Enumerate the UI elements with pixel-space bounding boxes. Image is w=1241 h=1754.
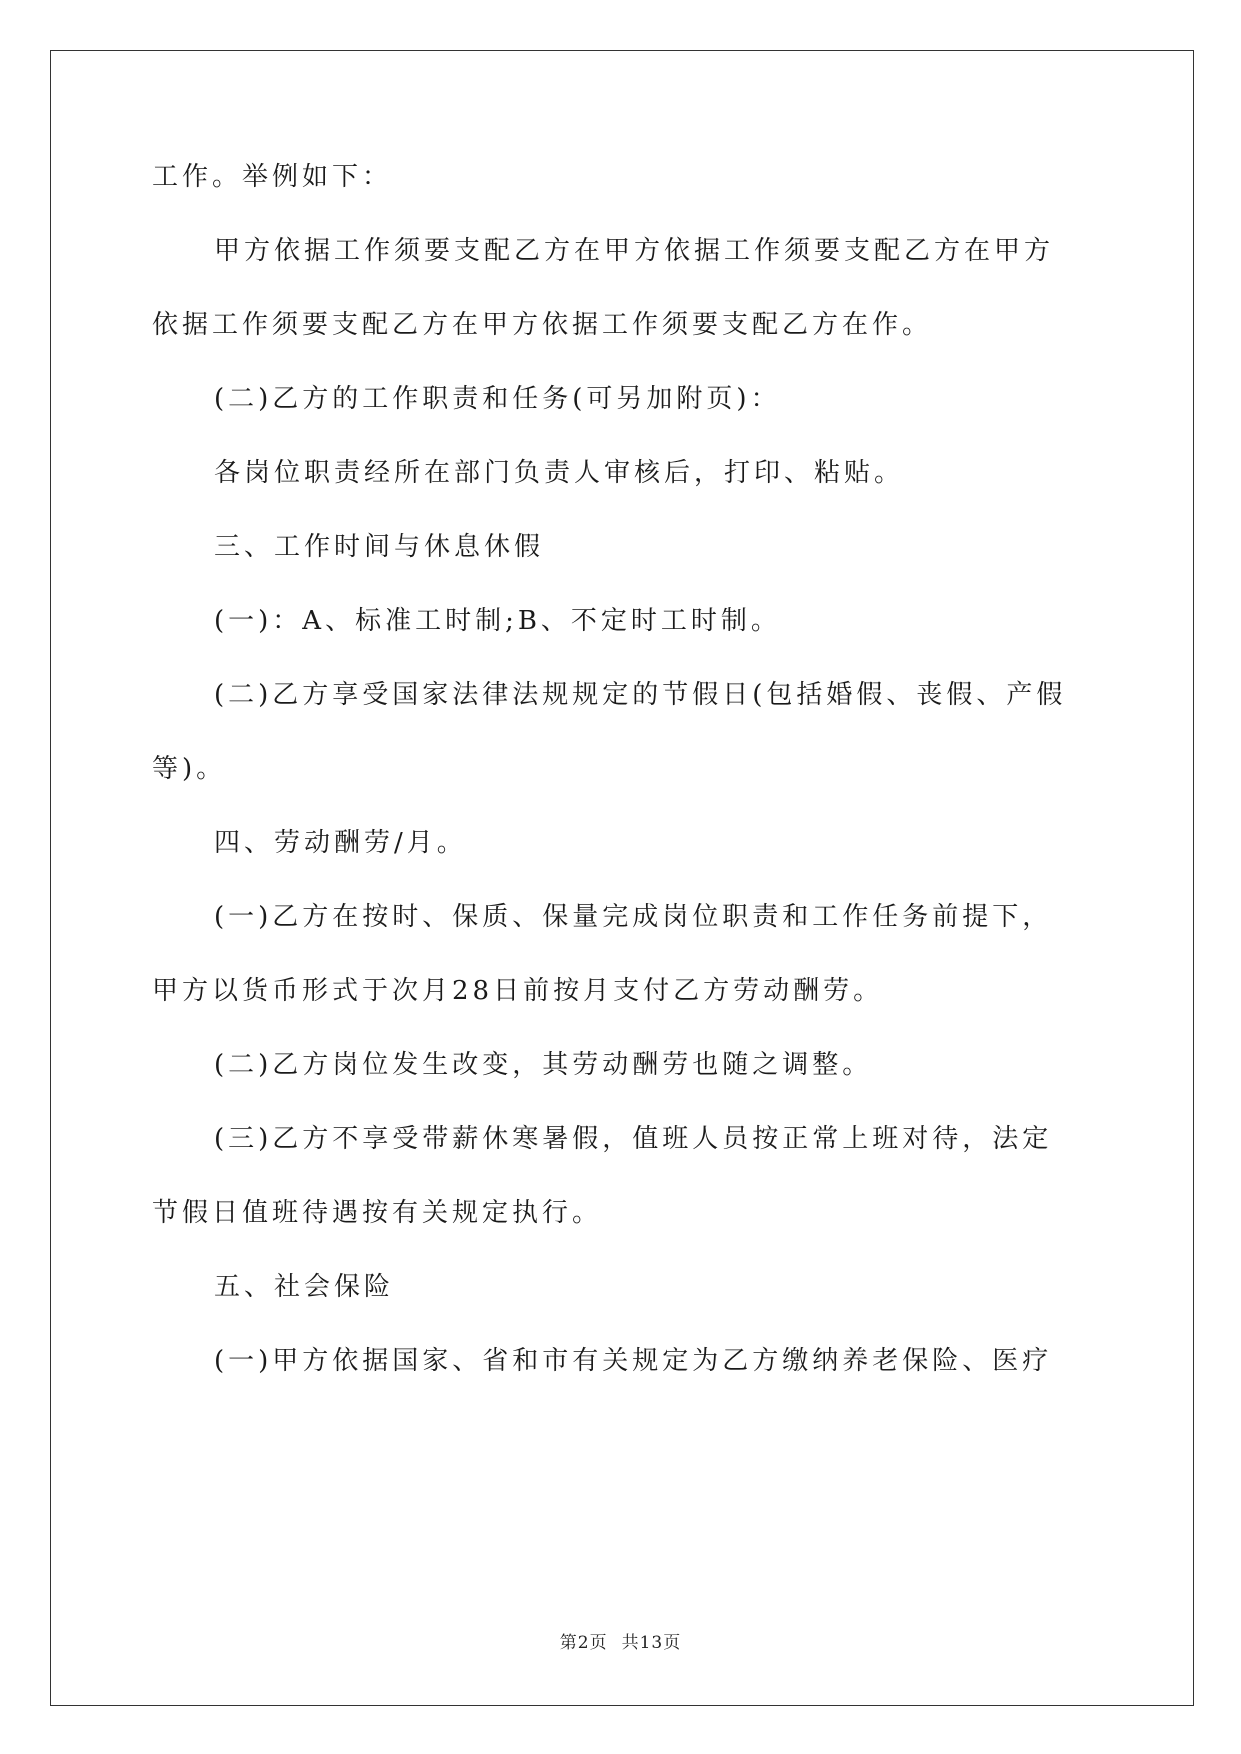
section-heading: 三、工作时间与休息休假 xyxy=(214,532,545,562)
paragraph-line: 节假日值班待遇按有关规定执行。 xyxy=(152,1198,603,1228)
page-total: 共13页 xyxy=(621,1633,682,1653)
paragraph-line: (二)乙方的工作职责和任务(可另加附页)： xyxy=(214,384,781,414)
paragraph-line: 依据工作须要支配乙方在甲方依据工作须要支配乙方在作。 xyxy=(152,310,933,340)
paragraph-line: 甲方依据工作须要支配乙方在甲方依据工作须要支配乙方在甲方 xyxy=(214,236,1055,266)
paragraph-line: 各岗位职责经所在部门负责人审核后，打印、粘贴。 xyxy=(214,458,905,488)
section-heading: 五、社会保险 xyxy=(214,1272,395,1302)
paragraph-line: (二)乙方岗位发生改变，其劳动酬劳也随之调整。 xyxy=(214,1050,873,1080)
page-footer xyxy=(0,1628,1241,1653)
paragraph-line: 工作。举例如下： xyxy=(152,162,393,192)
paragraph-line: (一)乙方在按时、保质、保量完成岗位职责和工作任务前提下， xyxy=(214,902,1053,932)
section-heading: 四、劳动酬劳/月。 xyxy=(214,828,467,858)
page-number: 第2页 xyxy=(559,1633,608,1653)
paragraph-line: 等)。 xyxy=(152,754,227,784)
paragraph-line: (三)乙方不享受带薪休寒暑假，值班人员按正常上班对待，法定 xyxy=(214,1124,1053,1154)
paragraph-line: (二)乙方享受国家法律法规规定的节假日(包括婚假、丧假、产假 xyxy=(214,680,1067,710)
document-body xyxy=(152,162,1092,1420)
paragraph-line: 甲方以货币形式于次月28日前按月支付乙方劳动酬劳。 xyxy=(152,976,884,1006)
paragraph-line: (一)甲方依据国家、省和市有关规定为乙方缴纳养老保险、医疗 xyxy=(214,1346,1053,1376)
paragraph-line: (一)：A、标准工时制;B、不定时工时制。 xyxy=(214,606,781,636)
